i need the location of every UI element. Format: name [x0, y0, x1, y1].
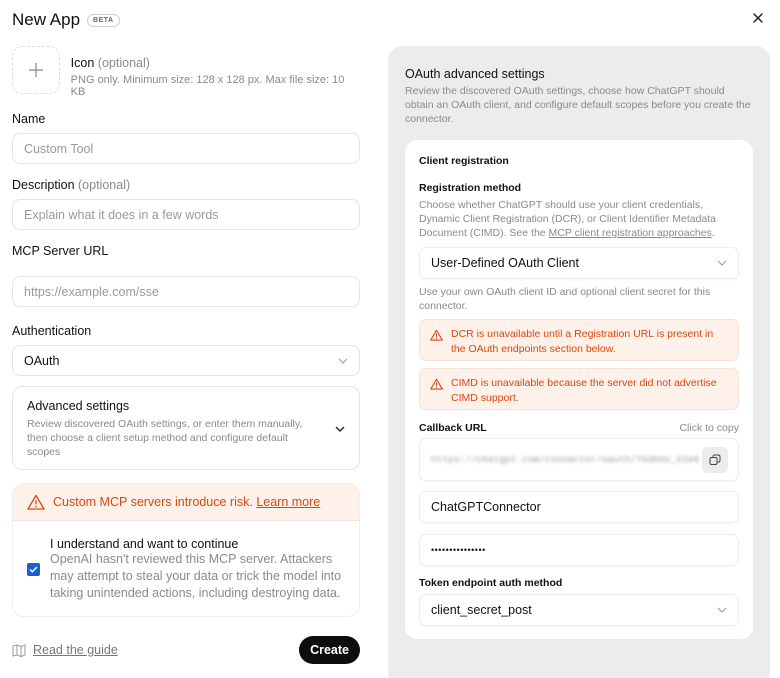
icon-upload-row	[12, 46, 360, 98]
checkmark-icon	[29, 566, 38, 573]
client-registration-heading: Client registration	[419, 155, 509, 167]
risk-acknowledge[interactable]	[13, 521, 359, 616]
plus-icon	[27, 61, 45, 79]
create-button[interactable]: Create	[299, 636, 360, 664]
icon-hint: PNG only. Minimum size: 128 x 128 px. Max file size: 10 KB	[70, 74, 345, 98]
app-form	[12, 46, 360, 600]
description-label	[12, 178, 360, 192]
advanced-settings-title: Advanced settings	[27, 399, 130, 413]
risk-warning	[13, 484, 359, 521]
click-to-copy-label: Click to copy	[679, 422, 739, 434]
learn-more-link[interactable]: Learn more	[256, 495, 321, 509]
oauth-advanced-panel	[388, 46, 770, 678]
mcp-url-input[interactable]: https://example.com/sse	[12, 276, 360, 307]
registration-method-desc-text: Choose whether ChatGPT should use your client credentials, Dynamic Client Registration (DCR), or Client Identifier Metadata Document (CIMD). See the	[419, 199, 717, 239]
callback-url-label: Callback URL	[419, 422, 487, 434]
advanced-settings-desc: Review discovered OAuth settings, or enter them manually, then choose a client setup method and configure default scopes	[27, 418, 303, 458]
warning-icon	[27, 494, 45, 510]
copy-icon	[709, 454, 721, 466]
warning-icon	[430, 329, 443, 341]
icon-optional: (optional)	[97, 56, 150, 70]
client-secret-input[interactable]	[419, 534, 739, 566]
acknowledge-title: I understand and want to continue	[50, 537, 239, 551]
authentication-select[interactable]	[12, 345, 360, 376]
risk-warning-text: Custom MCP servers introduce risk.	[53, 495, 253, 509]
registration-method-label: Registration method	[419, 182, 522, 194]
token-auth-value: client_secret_post	[431, 603, 532, 617]
mcp-url-label: MCP Server URL	[12, 244, 109, 258]
chevron-down-icon	[338, 358, 348, 364]
acknowledge-checkbox[interactable]	[27, 563, 40, 576]
client-secret-value: •••••••••••••••	[431, 545, 486, 555]
advanced-settings-toggle[interactable]	[12, 386, 360, 470]
name-label: Name	[12, 112, 46, 126]
client-registration-card	[405, 140, 753, 639]
icon-label: Icon	[70, 56, 95, 70]
client-id-input[interactable]	[419, 491, 739, 523]
registration-method-select[interactable]	[419, 247, 739, 279]
dialog-header	[12, 10, 120, 30]
oauth-panel-title: OAuth advanced settings	[405, 67, 545, 81]
token-auth-select[interactable]	[419, 594, 739, 626]
icon-upload-button[interactable]	[12, 46, 60, 94]
registration-approaches-link[interactable]: MCP client registration approaches	[548, 227, 712, 239]
client-id-value: ChatGPTConnector	[431, 500, 541, 514]
chevron-down-icon	[335, 426, 345, 432]
description-label-text: Description	[12, 178, 75, 192]
read-guide-link[interactable]	[12, 643, 118, 657]
close-icon[interactable]	[750, 10, 766, 26]
authentication-label: Authentication	[12, 324, 92, 338]
description-optional: (optional)	[78, 178, 131, 192]
beta-badge: BETA	[87, 14, 120, 27]
warning-icon	[430, 378, 443, 390]
chevron-down-icon	[717, 607, 727, 613]
oauth-panel-desc: Review the discovered OAuth settings, choose how ChatGPT should obtain an OAuth client, and configure default scopes before you create the connector.	[405, 85, 751, 125]
registration-method-value: User-Defined OAuth Client	[431, 256, 579, 270]
read-guide-label: Read the guide	[33, 643, 118, 657]
registration-method-desc: Choose whether ChatGPT should use your client credentials, Dynamic Client Registration (DCR), or Client Identifier Metadata Document (CIMD). See the MCP client registration approaches.	[419, 199, 717, 239]
dialog-title: New App	[12, 10, 81, 29]
cimd-warning	[419, 368, 739, 410]
authentication-value: OAuth	[24, 353, 60, 368]
description-input[interactable]: Explain what it does in a few words	[12, 199, 360, 230]
risk-notice	[12, 483, 360, 617]
acknowledge-desc: OpenAI hasn't reviewed this MCP server. Attackers may attempt to steal your data or trick the model into taking unintended actions, including destroying data.	[50, 552, 342, 600]
cimd-warning-text: CIMD is unavailable because the server did not advertise CIMD support.	[451, 377, 717, 404]
token-auth-label: Token endpoint auth method	[419, 577, 563, 589]
dcr-warning-text: DCR is unavailable until a Registration URL is present in the OAuth endpoints section below.	[451, 328, 714, 355]
book-icon	[12, 644, 26, 657]
copy-callback-button[interactable]	[702, 447, 728, 473]
dialog-footer	[12, 636, 360, 664]
registration-method-hint: Use your own OAuth client ID and optional client secret for this connector.	[419, 286, 711, 312]
callback-url-field[interactable]	[419, 438, 739, 481]
callback-url-value: https://chatgpt.com/connector/oauth/YGdbdv_X2a8	[431, 453, 699, 465]
name-input[interactable]: Custom Tool	[12, 133, 360, 164]
dcr-warning	[419, 319, 739, 361]
chevron-down-icon	[717, 260, 727, 266]
